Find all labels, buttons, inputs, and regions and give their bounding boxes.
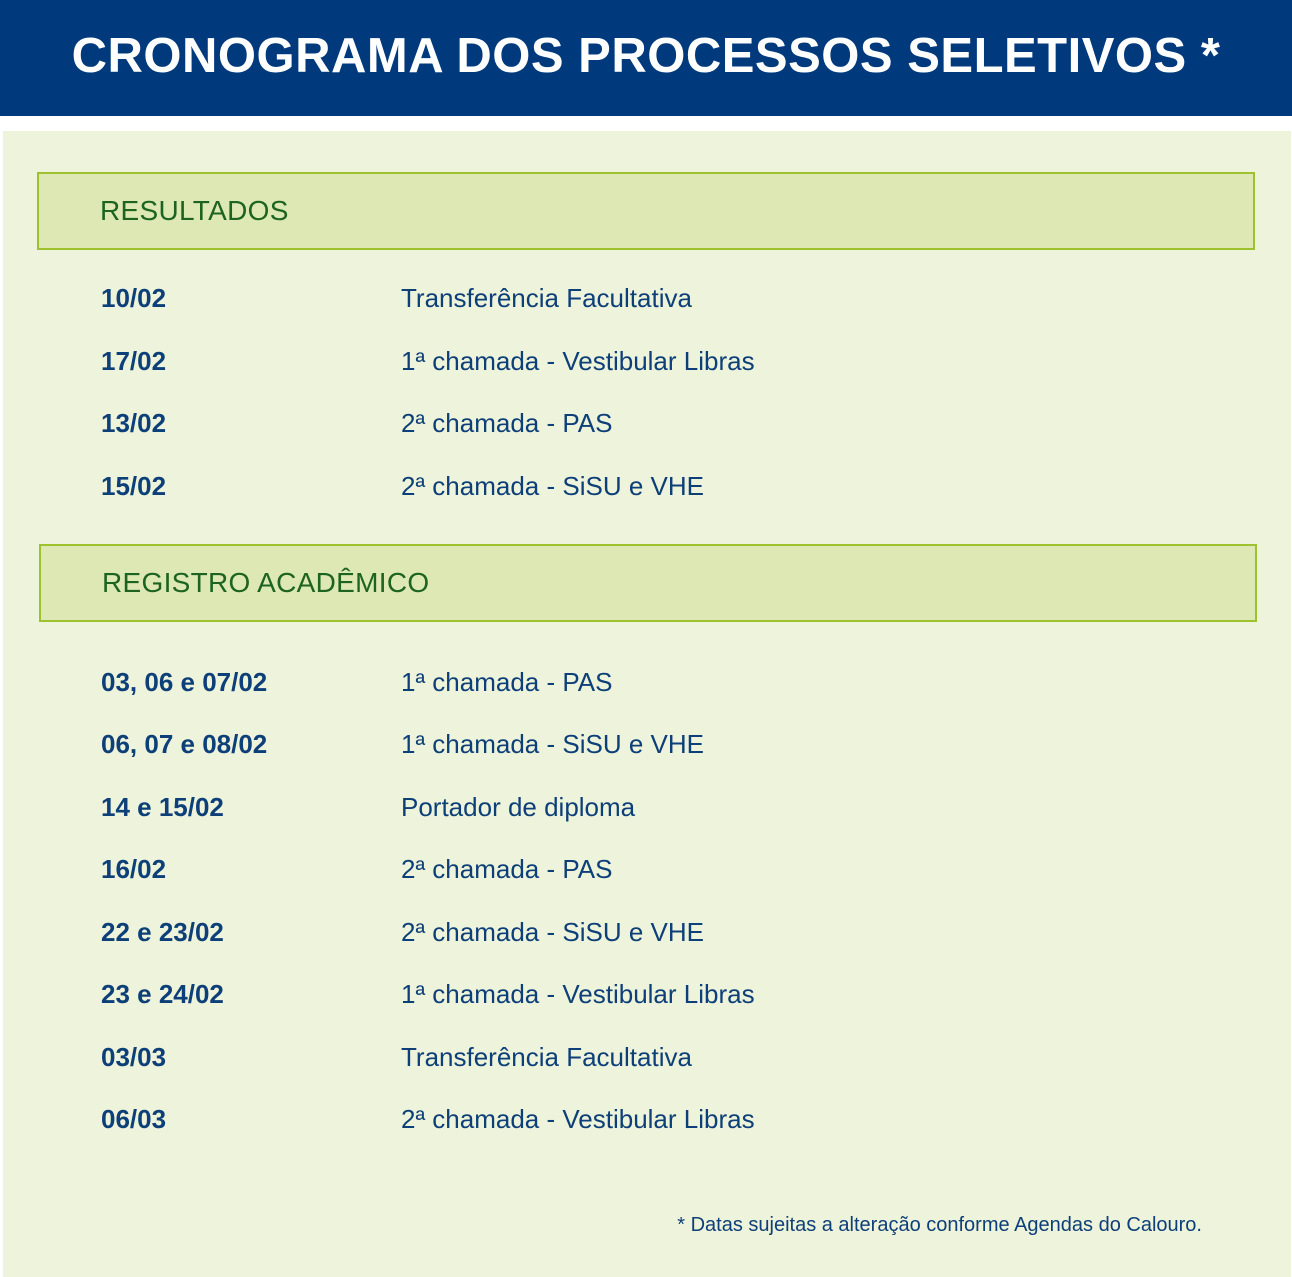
schedule-row xyxy=(0,787,1292,827)
row-date: 15/02 xyxy=(101,471,167,501)
schedule-row xyxy=(0,912,1292,952)
schedule-row xyxy=(0,1099,1292,1139)
row-description: 2ª chamada - SiSU e VHE xyxy=(401,917,704,947)
row-date: 16/02 xyxy=(101,854,167,884)
footnote: * Datas sujeitas a alteração conforme Agendas do Calouro. xyxy=(677,1214,1202,1236)
row-description: Portador de diploma xyxy=(401,792,636,822)
row-date: 13/02 xyxy=(101,408,167,438)
row-date: 03/03 xyxy=(101,1042,167,1072)
header-banner xyxy=(0,0,1292,116)
schedule-row xyxy=(0,849,1292,889)
row-description: 1ª chamada - SiSU e VHE xyxy=(401,729,704,759)
row-date: 22 e 23/02 xyxy=(101,917,224,947)
row-date: 03, 06 e 07/02 xyxy=(101,667,268,697)
row-description: 2ª chamada - PAS xyxy=(401,408,613,438)
schedule-row xyxy=(0,466,1292,506)
page-title: CRONOGRAMA DOS PROCESSOS SELETIVOS * xyxy=(71,29,1221,83)
row-description: 1ª chamada - Vestibular Libras xyxy=(401,979,755,1009)
schedule-row xyxy=(0,278,1292,318)
section-title: REGISTRO ACADÊMICO xyxy=(102,567,430,598)
schedule-row xyxy=(0,341,1292,381)
row-date: 10/02 xyxy=(101,283,167,313)
row-date: 06, 07 e 08/02 xyxy=(101,729,268,759)
schedule-row xyxy=(0,1037,1292,1077)
section-header-resultados xyxy=(37,172,1255,250)
row-description: Transferência Facultativa xyxy=(401,283,692,313)
row-description: 1ª chamada - PAS xyxy=(401,667,613,697)
row-description: 2ª chamada - SiSU e VHE xyxy=(401,471,704,501)
row-description: 2ª chamada - PAS xyxy=(401,854,613,884)
row-date: 06/03 xyxy=(101,1104,167,1134)
section-header-registro-academico xyxy=(39,544,1257,622)
row-description: 1ª chamada - Vestibular Libras xyxy=(401,346,755,376)
row-date: 14 e 15/02 xyxy=(101,792,224,822)
section-title: RESULTADOS xyxy=(100,195,289,226)
schedule-row xyxy=(0,662,1292,702)
row-description: 2ª chamada - Vestibular Libras xyxy=(401,1104,755,1134)
schedule-row xyxy=(0,724,1292,764)
row-description: Transferência Facultativa xyxy=(401,1042,692,1072)
schedule-row xyxy=(0,974,1292,1014)
row-date: 23 e 24/02 xyxy=(101,979,224,1009)
row-date: 17/02 xyxy=(101,346,167,376)
schedule-row xyxy=(0,403,1292,443)
